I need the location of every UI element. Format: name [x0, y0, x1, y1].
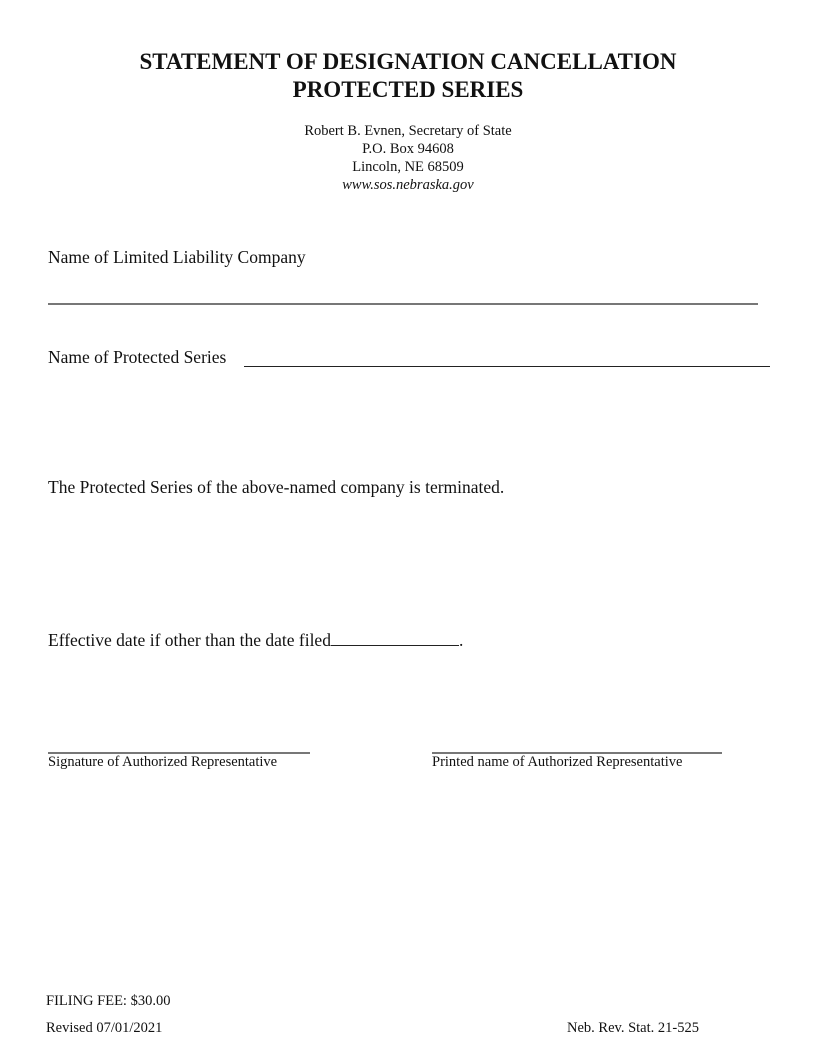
- statute-reference: Neb. Rev. Stat. 21-525: [567, 1020, 699, 1036]
- filing-fee: FILING FEE: $30.00: [46, 993, 171, 1009]
- form-title-line-2: PROTECTED SERIES: [292, 77, 524, 102]
- city-state-zip: Lincoln, NE 68509: [352, 159, 464, 175]
- revised-date: Revised 07/01/2021: [46, 1020, 163, 1036]
- termination-statement: The Protected Series of the above-named company is terminated.: [48, 477, 505, 497]
- protected-series-field[interactable]: [244, 347, 770, 366]
- website-link[interactable]: www.sos.nebraska.gov: [342, 177, 474, 193]
- effective-date-field[interactable]: [331, 627, 459, 646]
- protected-series-label: Name of Protected Series: [48, 347, 227, 367]
- protected-series-underline: [244, 366, 770, 367]
- effective-date-row: [48, 627, 463, 650]
- printed-name-label: Printed name of Authorized Representative: [432, 754, 683, 770]
- effective-date-label: Effective date if other than the date filed: [48, 630, 331, 650]
- form-title-line-1: STATEMENT OF DESIGNATION CANCELLATION: [139, 49, 677, 74]
- llc-name-label: Name of Limited Liability Company: [48, 247, 306, 267]
- llc-name-field[interactable]: [48, 282, 758, 302]
- signature-label: Signature of Authorized Representative: [48, 754, 278, 770]
- llc-name-underline: [48, 303, 758, 305]
- po-box: P.O. Box 94608: [362, 141, 454, 157]
- effective-date-period: .: [458, 630, 464, 650]
- office-name: Robert B. Evnen, Secretary of State: [304, 123, 512, 139]
